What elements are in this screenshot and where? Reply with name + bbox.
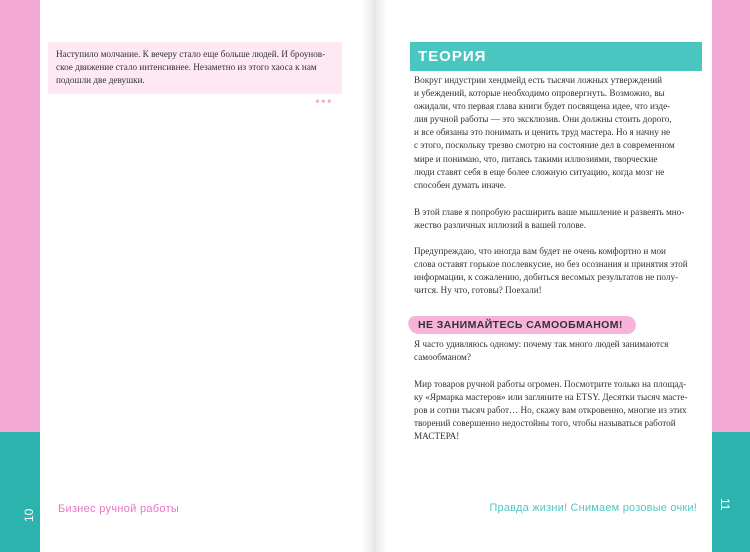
section-title: ТЕОРИЯ (418, 48, 487, 65)
text-line: Мир товаров ручной работы огромен. Посмотрите только на площад- (414, 379, 687, 389)
text-line: информации, к сожалению, добиться весомых результатов не полу- (414, 272, 679, 283)
text-line: Я часто удивляюсь одному: почему так много людей занимаются (414, 339, 669, 349)
callout-line: подошли две девушки. (56, 75, 145, 86)
text-line: ров и сотни тысяч работ… Но, скажу вам откровенно, многие из этих (414, 405, 687, 416)
text-line: с этого, поскольку трезво смотрю на состояние дел в современном (414, 140, 675, 151)
text-line: В этой главе я попробую расширить ваше мышление и развеять мно- (414, 207, 685, 217)
paragraph-warning (414, 245, 702, 297)
subheading: НЕ ЗАНИМАЙТЕСЬ САМООБМАНОМ! (418, 319, 623, 331)
text-line: Вокруг индустрии хендмейд есть тысячи ложных утверждений (414, 75, 663, 85)
text-line: и убеждений, которые необходимо опровергнуть. Возможно, вы (414, 88, 665, 99)
text-line: слова оставят горькое послевкусие, но без осознания и принятия этой (414, 259, 688, 270)
paragraph-market (414, 378, 702, 443)
running-title-left: Бизнес ручной работы (58, 503, 180, 515)
callout-line: Наступило молчание. К вечеру стало еще больше людей. И броунов- (56, 49, 326, 59)
text-line: чится. Ну что, готовы? Поехали! (414, 285, 542, 296)
ellipsis-dots-icon: ••• (315, 95, 333, 110)
text-line: МАСТЕРА! (414, 431, 460, 442)
callout-line: ское движение стало интенсивнее. Незаметно из этого хаоса к нам (56, 62, 317, 73)
paragraph-intro (414, 74, 702, 192)
story-callout-box (48, 42, 342, 94)
text-line: люди ставят себя в еще более сложную ситуацию, когда мозг не (414, 166, 665, 177)
text-line: самообманом? (414, 352, 471, 363)
text-line: и все обязаны это понимать и ценить труд мастера. Но я начну не (414, 127, 671, 138)
text-line: ку «Ярмарка мастеров» или загляните на ETSY. Десятки тысяч мастe- (414, 392, 688, 403)
text-line: мире и понимаю, что, питаясь такими иллюзиями, творческие (414, 153, 658, 164)
page-number-right: 11 (718, 498, 732, 511)
text-line: способен думать иначе. (414, 179, 507, 190)
text-line: жество различных иллюзий в вашей голове. (414, 220, 587, 231)
running-title-right: Правда жизни! Снимаем розовые очки! (489, 502, 697, 514)
page-number-left: 10 (22, 508, 36, 522)
text-line: ожидали, что первая глава книги будет посвящена идее, что изде- (414, 101, 671, 112)
paragraph-chapter-goal (414, 206, 702, 232)
text-line: Предупреждаю, что иногда вам будет не очень комфортно и мои (414, 246, 666, 256)
paragraph-question (414, 338, 702, 364)
text-line: творений совершенно недостойны того, чтобы называться работой (414, 418, 676, 429)
text-line: лия ручной работы — это эксклюзив. Они должны стоить дорого, (414, 114, 672, 125)
